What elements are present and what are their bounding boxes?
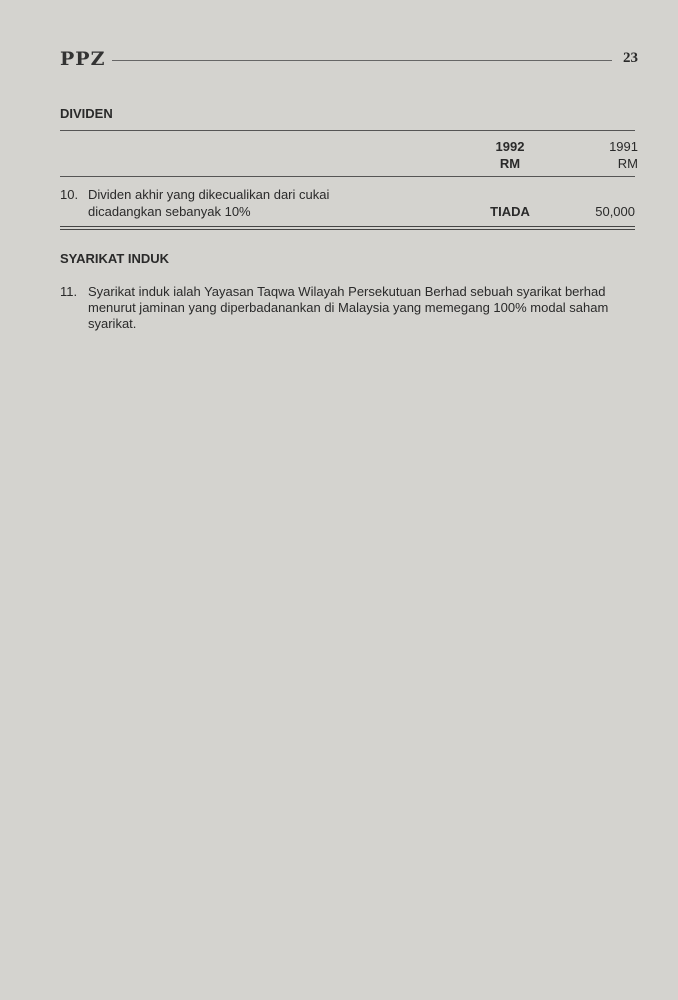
note-11-number: 11. — [60, 284, 78, 299]
page-header — [60, 48, 638, 72]
table-bottom-double-rule — [60, 226, 635, 230]
header-rule — [112, 60, 612, 61]
note-10-line-1: Dividen akhir yang dikecualikan dari cukai — [88, 187, 330, 202]
page-number: 23 — [623, 50, 638, 66]
ppz-logo: PPZ — [60, 48, 106, 70]
note-11-line-1: Syarikat induk ialah Yayasan Taqwa Wilayah Persekutuan Berhad sebuah syarikat berhad — [88, 284, 606, 299]
dividen-heading: DIVIDEN — [60, 106, 113, 121]
note-11-line-2: menurut jaminan yang diperbadanankan di Malaysia yang memegang 100% modal saham — [88, 300, 609, 315]
col-1992-unit: RM — [499, 156, 521, 171]
value-1992: TIADA — [490, 204, 530, 219]
col-1992-year: 1992 — [495, 139, 525, 154]
note-10-number: 10. — [60, 187, 79, 202]
table-top-rule — [60, 130, 635, 131]
value-1991: 50,000 — [595, 204, 635, 219]
note-10-line-2: dicadangkan sebanyak 10% — [88, 204, 251, 219]
table-header-rule — [60, 176, 635, 177]
syarikat-induk-heading: SYARIKAT INDUK — [60, 251, 170, 266]
col-1991-unit: RM — [617, 156, 638, 171]
col-1991-year: 1991 — [609, 139, 638, 154]
note-11-line-3: syarikat. — [88, 316, 137, 331]
